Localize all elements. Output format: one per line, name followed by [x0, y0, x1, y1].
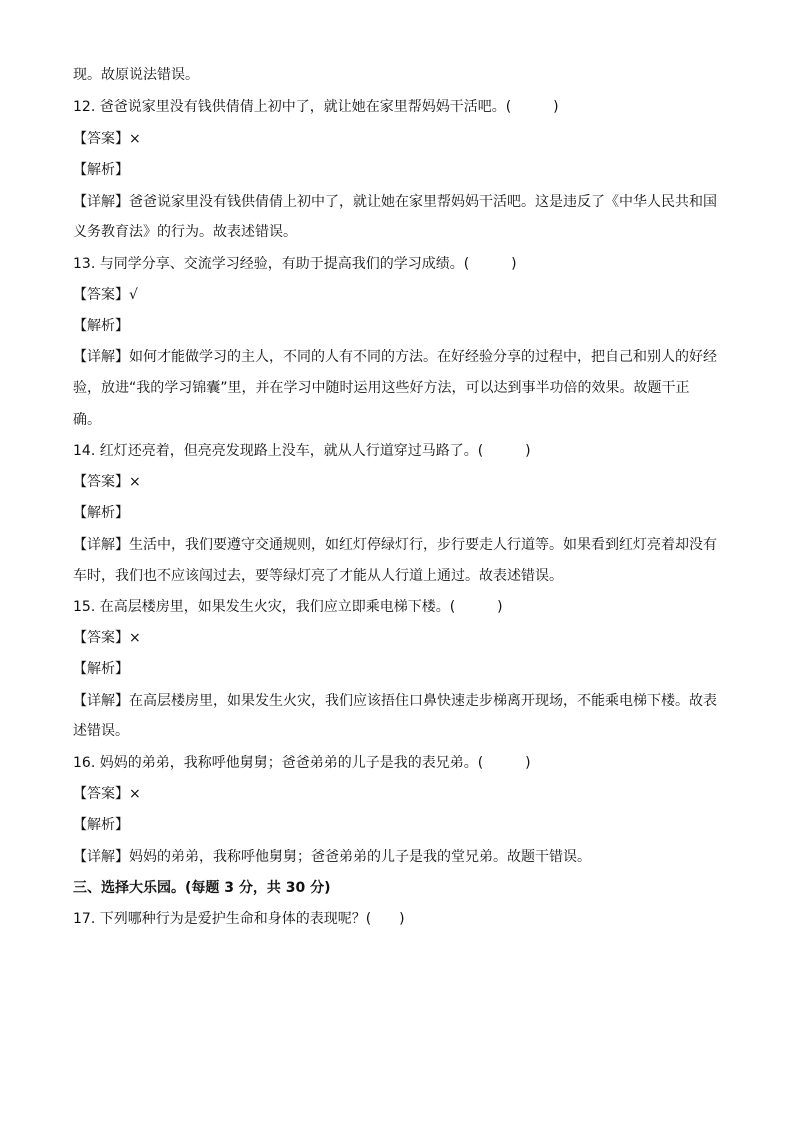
question-12: 12. 爸爸说家里没有钱供倩倩上初中了，就让她在家里帮妈妈干活吧。( ) [73, 99, 559, 115]
question-13: 13. 与同学分享、交流学习经验，有助于提高我们的学习成绩。( ) [73, 256, 517, 272]
question-14: 14. 红灯还亮着，但亮亮发现路上没车，就从人行道穿过马路了。( ) [73, 443, 531, 459]
analysis-label: 【解析】 [73, 661, 129, 677]
question-16: 16. 妈妈的弟弟，我称呼他舅舅；爸爸弟弟的儿子是我的表兄弟。( ) [73, 755, 531, 771]
section-heading: 三、选择大乐园。(每题 3 分，共 30 分) [73, 880, 331, 896]
question-17: 17. 下列哪种行为是爱护生命和身体的表现呢？( ) [73, 911, 405, 927]
detail-text: 【详解】如何才能做学习的主人，不同的人有不同的方法。在好经验分享的过程中，把自己和别人的好经 [73, 349, 717, 365]
answer-label: 【答案】× [73, 131, 141, 147]
analysis-label: 【解析】 [73, 505, 129, 521]
detail-text: 确。 [73, 412, 101, 428]
detail-text: 义务教育法》的行为。故表述错误。 [73, 224, 297, 240]
question-15: 15. 在高层楼房里，如果发生火灾，我们应立即乘电梯下楼。( ) [73, 599, 503, 615]
detail-text: 【详解】妈妈的弟弟，我称呼他舅舅；爸爸弟弟的儿子是我的堂兄弟。故题干错误。 [73, 849, 591, 865]
detail-text: 【详解】爸爸说家里没有钱供倩倩上初中了，就让她在家里帮妈妈干活吧。这是违反了《中华人民共和国 [73, 194, 717, 210]
detail-text: 车时，我们也不应该闯过去，要等绿灯亮了才能从人行道上通过。故表述错误。 [73, 568, 563, 584]
answer-label: 【答案】√ [73, 287, 138, 303]
detail-text: 【详解】在高层楼房里，如果发生火灾，我们应该捂住口鼻快速走步梯离开现场，不能乘电梯下楼。故表 [73, 693, 717, 709]
analysis-label: 【解析】 [73, 162, 129, 178]
answer-label: 【答案】× [73, 474, 141, 490]
text-line: 现。故原说法错误。 [73, 67, 199, 83]
answer-label: 【答案】× [73, 786, 141, 802]
detail-text: 述错误。 [73, 723, 129, 739]
detail-text: 验，放进“我的学习锦囊”里，并在学习中随时运用这些好方法，可以达到事半功倍的效果。故题干正 [73, 380, 690, 396]
detail-text: 【详解】生活中，我们要遵守交通规则，如红灯停绿灯行，步行要走人行道等。如果看到红灯亮着却没有 [73, 537, 717, 553]
analysis-label: 【解析】 [73, 318, 129, 334]
analysis-label: 【解析】 [73, 817, 129, 833]
answer-label: 【答案】× [73, 630, 141, 646]
